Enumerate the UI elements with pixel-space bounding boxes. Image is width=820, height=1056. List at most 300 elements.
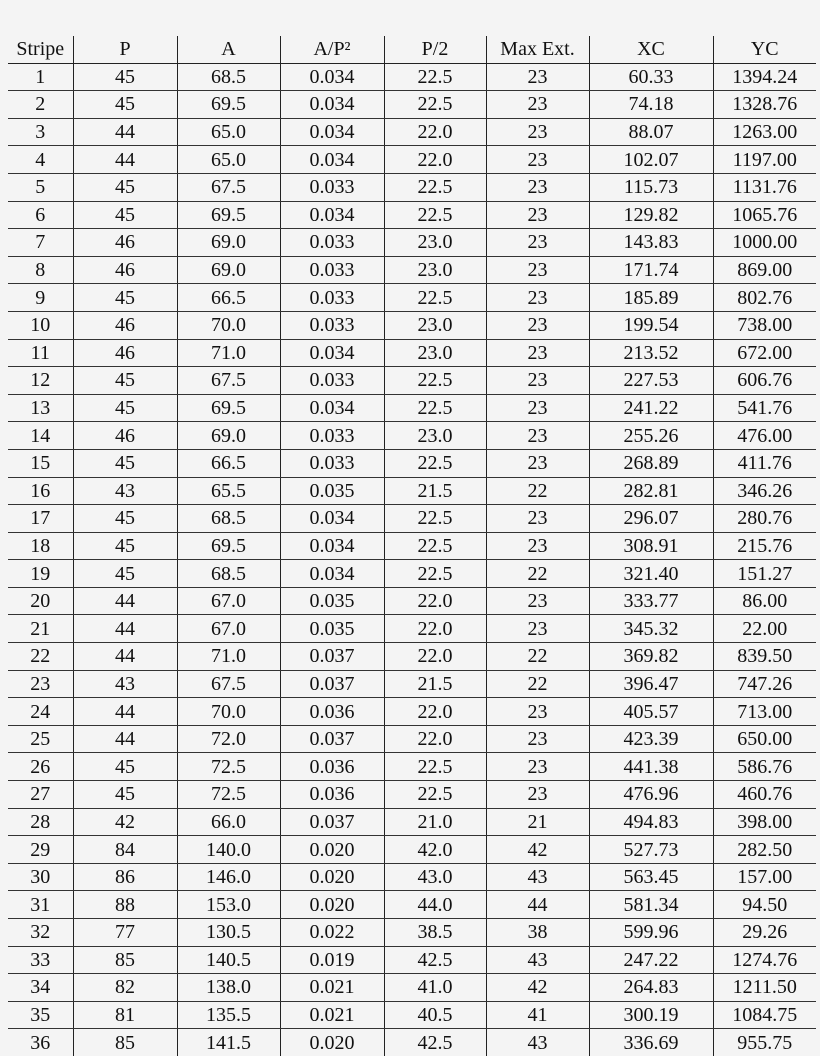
table-row	[8, 560, 816, 588]
a-cell: 130.5	[177, 919, 280, 947]
stripe-cell: 28	[8, 808, 73, 836]
max-ext-cell: 23	[486, 422, 589, 450]
a-over-p-squared-cell: 0.020	[280, 1029, 384, 1056]
yc-cell: 1197.00	[713, 146, 816, 174]
yc-cell: 839.50	[713, 643, 816, 671]
a-cell: 135.5	[177, 1001, 280, 1029]
stripe-cell: 17	[8, 505, 73, 533]
yc-cell: 215.76	[713, 532, 816, 560]
a-cell: 69.5	[177, 532, 280, 560]
a-cell: 66.5	[177, 284, 280, 312]
stripe-cell: 25	[8, 725, 73, 753]
yc-cell: 541.76	[713, 394, 816, 422]
stripe-cell: 20	[8, 587, 73, 615]
stripe-cell: 12	[8, 367, 73, 395]
table-row	[8, 532, 816, 560]
table-row	[8, 753, 816, 781]
table-row	[8, 587, 816, 615]
table-header	[8, 36, 816, 63]
a-over-p-squared-cell: 0.033	[280, 256, 384, 284]
stripe-cell: 5	[8, 173, 73, 201]
stripe-cell: 24	[8, 698, 73, 726]
a-over-p-squared-cell: 0.020	[280, 836, 384, 864]
max-ext-cell: 23	[486, 229, 589, 257]
table-row	[8, 836, 816, 864]
p-cell: 45	[73, 781, 177, 809]
yc-cell: 282.50	[713, 836, 816, 864]
a-cell: 65.5	[177, 477, 280, 505]
p-half-cell: 21.5	[384, 670, 486, 698]
column-header-p-half: P/2	[384, 36, 486, 63]
p-cell: 84	[73, 836, 177, 864]
xc-cell: 581.34	[589, 891, 713, 919]
p-half-cell: 22.0	[384, 643, 486, 671]
a-over-p-squared-cell: 0.034	[280, 146, 384, 174]
a-over-p-squared-cell: 0.034	[280, 505, 384, 533]
xc-cell: 129.82	[589, 201, 713, 229]
max-ext-cell: 23	[486, 449, 589, 477]
xc-cell: 333.77	[589, 587, 713, 615]
stripe-cell: 34	[8, 974, 73, 1002]
max-ext-cell: 22	[486, 477, 589, 505]
yc-cell: 1065.76	[713, 201, 816, 229]
table-row	[8, 615, 816, 643]
yc-cell: 869.00	[713, 256, 816, 284]
p-half-cell: 21.5	[384, 477, 486, 505]
p-cell: 45	[73, 394, 177, 422]
a-over-p-squared-cell: 0.034	[280, 63, 384, 91]
table-row	[8, 781, 816, 809]
yc-cell: 713.00	[713, 698, 816, 726]
p-half-cell: 43.0	[384, 863, 486, 891]
max-ext-cell: 23	[486, 587, 589, 615]
yc-cell: 398.00	[713, 808, 816, 836]
table-row	[8, 449, 816, 477]
a-over-p-squared-cell: 0.033	[280, 449, 384, 477]
yc-cell: 1211.50	[713, 974, 816, 1002]
p-half-cell: 22.0	[384, 118, 486, 146]
table-row	[8, 698, 816, 726]
yc-cell: 606.76	[713, 367, 816, 395]
max-ext-cell: 44	[486, 891, 589, 919]
stripe-cell: 21	[8, 615, 73, 643]
stripe-cell: 10	[8, 311, 73, 339]
a-over-p-squared-cell: 0.020	[280, 863, 384, 891]
xc-cell: 115.73	[589, 173, 713, 201]
a-cell: 146.0	[177, 863, 280, 891]
max-ext-cell: 23	[486, 256, 589, 284]
table-row	[8, 891, 816, 919]
stripe-cell: 3	[8, 118, 73, 146]
a-cell: 69.0	[177, 422, 280, 450]
max-ext-cell: 23	[486, 781, 589, 809]
column-header-p: P	[73, 36, 177, 63]
max-ext-cell: 23	[486, 698, 589, 726]
max-ext-cell: 23	[486, 118, 589, 146]
column-header-yc: YC	[713, 36, 816, 63]
p-half-cell: 22.5	[384, 91, 486, 119]
table-row	[8, 146, 816, 174]
p-half-cell: 22.0	[384, 725, 486, 753]
xc-cell: 88.07	[589, 118, 713, 146]
max-ext-cell: 23	[486, 63, 589, 91]
a-cell: 70.0	[177, 311, 280, 339]
p-cell: 45	[73, 284, 177, 312]
yc-cell: 86.00	[713, 587, 816, 615]
xc-cell: 396.47	[589, 670, 713, 698]
p-half-cell: 41.0	[384, 974, 486, 1002]
max-ext-cell: 23	[486, 532, 589, 560]
a-cell: 69.5	[177, 394, 280, 422]
stripe-cell: 33	[8, 946, 73, 974]
p-cell: 46	[73, 422, 177, 450]
p-half-cell: 22.5	[384, 201, 486, 229]
a-over-p-squared-cell: 0.037	[280, 725, 384, 753]
table-row	[8, 919, 816, 947]
max-ext-cell: 41	[486, 1001, 589, 1029]
a-over-p-squared-cell: 0.036	[280, 753, 384, 781]
stripe-cell: 18	[8, 532, 73, 560]
p-cell: 45	[73, 532, 177, 560]
p-cell: 46	[73, 256, 177, 284]
p-cell: 45	[73, 91, 177, 119]
xc-cell: 527.73	[589, 836, 713, 864]
max-ext-cell: 43	[486, 946, 589, 974]
a-over-p-squared-cell: 0.037	[280, 670, 384, 698]
table-body	[8, 63, 816, 1056]
xc-cell: 241.22	[589, 394, 713, 422]
max-ext-cell: 43	[486, 863, 589, 891]
yc-cell: 29.26	[713, 919, 816, 947]
max-ext-cell: 38	[486, 919, 589, 947]
p-half-cell: 22.0	[384, 146, 486, 174]
xc-cell: 423.39	[589, 725, 713, 753]
p-cell: 45	[73, 201, 177, 229]
xc-cell: 255.26	[589, 422, 713, 450]
a-cell: 72.5	[177, 781, 280, 809]
a-cell: 65.0	[177, 146, 280, 174]
p-cell: 81	[73, 1001, 177, 1029]
p-half-cell: 40.5	[384, 1001, 486, 1029]
a-over-p-squared-cell: 0.033	[280, 173, 384, 201]
a-cell: 69.0	[177, 256, 280, 284]
table-row	[8, 505, 816, 533]
a-cell: 65.0	[177, 118, 280, 146]
xc-cell: 60.33	[589, 63, 713, 91]
xc-cell: 563.45	[589, 863, 713, 891]
yc-cell: 650.00	[713, 725, 816, 753]
a-over-p-squared-cell: 0.037	[280, 643, 384, 671]
p-half-cell: 22.5	[384, 367, 486, 395]
a-over-p-squared-cell: 0.033	[280, 367, 384, 395]
yc-cell: 346.26	[713, 477, 816, 505]
a-over-p-squared-cell: 0.022	[280, 919, 384, 947]
xc-cell: 213.52	[589, 339, 713, 367]
a-over-p-squared-cell: 0.035	[280, 615, 384, 643]
xc-cell: 74.18	[589, 91, 713, 119]
a-cell: 140.5	[177, 946, 280, 974]
xc-cell: 199.54	[589, 311, 713, 339]
p-half-cell: 22.0	[384, 615, 486, 643]
stripe-cell: 27	[8, 781, 73, 809]
p-cell: 86	[73, 863, 177, 891]
yc-cell: 151.27	[713, 560, 816, 588]
table-row	[8, 91, 816, 119]
table-row	[8, 284, 816, 312]
p-cell: 45	[73, 560, 177, 588]
p-half-cell: 38.5	[384, 919, 486, 947]
xc-cell: 247.22	[589, 946, 713, 974]
xc-cell: 599.96	[589, 919, 713, 947]
p-cell: 82	[73, 974, 177, 1002]
xc-cell: 282.81	[589, 477, 713, 505]
p-half-cell: 22.5	[384, 449, 486, 477]
yc-cell: 586.76	[713, 753, 816, 781]
a-over-p-squared-cell: 0.020	[280, 891, 384, 919]
column-header-a: A	[177, 36, 280, 63]
max-ext-cell: 23	[486, 615, 589, 643]
max-ext-cell: 23	[486, 201, 589, 229]
yc-cell: 22.00	[713, 615, 816, 643]
a-cell: 140.0	[177, 836, 280, 864]
p-cell: 77	[73, 919, 177, 947]
stripe-cell: 26	[8, 753, 73, 781]
xc-cell: 264.83	[589, 974, 713, 1002]
stripe-cell: 11	[8, 339, 73, 367]
table-row	[8, 422, 816, 450]
p-cell: 44	[73, 615, 177, 643]
max-ext-cell: 23	[486, 284, 589, 312]
yc-cell: 955.75	[713, 1029, 816, 1056]
max-ext-cell: 42	[486, 974, 589, 1002]
stripe-cell: 14	[8, 422, 73, 450]
yc-cell: 411.76	[713, 449, 816, 477]
table-row	[8, 670, 816, 698]
a-cell: 68.5	[177, 560, 280, 588]
max-ext-cell: 23	[486, 725, 589, 753]
a-cell: 68.5	[177, 505, 280, 533]
stripe-cell: 9	[8, 284, 73, 312]
a-cell: 141.5	[177, 1029, 280, 1056]
a-cell: 67.5	[177, 367, 280, 395]
p-half-cell: 22.5	[384, 560, 486, 588]
a-cell: 68.5	[177, 63, 280, 91]
p-half-cell: 22.5	[384, 63, 486, 91]
p-half-cell: 44.0	[384, 891, 486, 919]
stripe-cell: 16	[8, 477, 73, 505]
table-row	[8, 367, 816, 395]
table-row	[8, 946, 816, 974]
p-cell: 44	[73, 118, 177, 146]
a-over-p-squared-cell: 0.019	[280, 946, 384, 974]
p-cell: 42	[73, 808, 177, 836]
a-over-p-squared-cell: 0.033	[280, 284, 384, 312]
p-cell: 85	[73, 946, 177, 974]
yc-cell: 1394.24	[713, 63, 816, 91]
stripe-cell: 35	[8, 1001, 73, 1029]
a-cell: 67.0	[177, 587, 280, 615]
yc-cell: 738.00	[713, 311, 816, 339]
max-ext-cell: 23	[486, 173, 589, 201]
xc-cell: 308.91	[589, 532, 713, 560]
p-cell: 85	[73, 1029, 177, 1056]
table-row	[8, 477, 816, 505]
table-row	[8, 311, 816, 339]
table-row	[8, 643, 816, 671]
a-over-p-squared-cell: 0.033	[280, 311, 384, 339]
stripe-cell: 1	[8, 63, 73, 91]
table-row	[8, 1001, 816, 1029]
header-row	[8, 36, 816, 63]
yc-cell: 460.76	[713, 781, 816, 809]
max-ext-cell: 42	[486, 836, 589, 864]
p-half-cell: 21.0	[384, 808, 486, 836]
max-ext-cell: 23	[486, 753, 589, 781]
table-row	[8, 863, 816, 891]
xc-cell: 441.38	[589, 753, 713, 781]
table-row	[8, 256, 816, 284]
stripe-cell: 32	[8, 919, 73, 947]
max-ext-cell: 23	[486, 367, 589, 395]
a-over-p-squared-cell: 0.034	[280, 201, 384, 229]
yc-cell: 280.76	[713, 505, 816, 533]
max-ext-cell: 23	[486, 505, 589, 533]
table-row	[8, 974, 816, 1002]
yc-cell: 802.76	[713, 284, 816, 312]
a-over-p-squared-cell: 0.034	[280, 532, 384, 560]
p-cell: 46	[73, 311, 177, 339]
p-cell: 45	[73, 173, 177, 201]
a-over-p-squared-cell: 0.034	[280, 118, 384, 146]
stripe-cell: 15	[8, 449, 73, 477]
a-over-p-squared-cell: 0.036	[280, 698, 384, 726]
max-ext-cell: 22	[486, 643, 589, 671]
xc-cell: 296.07	[589, 505, 713, 533]
xc-cell: 345.32	[589, 615, 713, 643]
yc-cell: 157.00	[713, 863, 816, 891]
a-cell: 138.0	[177, 974, 280, 1002]
p-cell: 44	[73, 587, 177, 615]
p-half-cell: 22.0	[384, 587, 486, 615]
p-cell: 45	[73, 367, 177, 395]
stripe-cell: 2	[8, 91, 73, 119]
a-over-p-squared-cell: 0.034	[280, 560, 384, 588]
p-cell: 46	[73, 339, 177, 367]
column-header-a-over-p-squared: A/P²	[280, 36, 384, 63]
p-cell: 43	[73, 477, 177, 505]
stripe-cell: 4	[8, 146, 73, 174]
p-half-cell: 22.5	[384, 284, 486, 312]
table-row	[8, 173, 816, 201]
a-over-p-squared-cell: 0.034	[280, 339, 384, 367]
p-half-cell: 23.0	[384, 256, 486, 284]
p-half-cell: 42.5	[384, 946, 486, 974]
max-ext-cell: 22	[486, 560, 589, 588]
p-half-cell: 23.0	[384, 422, 486, 450]
p-half-cell: 22.5	[384, 505, 486, 533]
yc-cell: 1274.76	[713, 946, 816, 974]
p-cell: 44	[73, 698, 177, 726]
stripe-cell: 22	[8, 643, 73, 671]
max-ext-cell: 23	[486, 91, 589, 119]
p-half-cell: 22.5	[384, 781, 486, 809]
xc-cell: 300.19	[589, 1001, 713, 1029]
stripe-cell: 29	[8, 836, 73, 864]
xc-cell: 143.83	[589, 229, 713, 257]
p-cell: 45	[73, 449, 177, 477]
a-cell: 153.0	[177, 891, 280, 919]
yc-cell: 1000.00	[713, 229, 816, 257]
stripe-cell: 31	[8, 891, 73, 919]
a-over-p-squared-cell: 0.035	[280, 587, 384, 615]
p-half-cell: 22.5	[384, 753, 486, 781]
p-cell: 44	[73, 725, 177, 753]
p-half-cell: 22.0	[384, 698, 486, 726]
a-cell: 70.0	[177, 698, 280, 726]
xc-cell: 102.07	[589, 146, 713, 174]
a-cell: 67.5	[177, 173, 280, 201]
p-cell: 45	[73, 753, 177, 781]
stripe-cell: 30	[8, 863, 73, 891]
stripe-data-table	[8, 36, 816, 1056]
table-row	[8, 63, 816, 91]
xc-cell: 336.69	[589, 1029, 713, 1056]
table-row	[8, 394, 816, 422]
a-over-p-squared-cell: 0.021	[280, 974, 384, 1002]
p-cell: 88	[73, 891, 177, 919]
yc-cell: 94.50	[713, 891, 816, 919]
yc-cell: 1328.76	[713, 91, 816, 119]
p-half-cell: 23.0	[384, 339, 486, 367]
a-cell: 67.5	[177, 670, 280, 698]
p-cell: 44	[73, 643, 177, 671]
table-row	[8, 339, 816, 367]
p-cell: 46	[73, 229, 177, 257]
p-half-cell: 23.0	[384, 311, 486, 339]
a-over-p-squared-cell: 0.033	[280, 422, 384, 450]
a-over-p-squared-cell: 0.021	[280, 1001, 384, 1029]
xc-cell: 185.89	[589, 284, 713, 312]
stripe-cell: 13	[8, 394, 73, 422]
stripe-cell: 19	[8, 560, 73, 588]
column-header-stripe: Stripe	[8, 36, 73, 63]
column-header-xc: XC	[589, 36, 713, 63]
a-cell: 71.0	[177, 339, 280, 367]
table-row	[8, 118, 816, 146]
xc-cell: 476.96	[589, 781, 713, 809]
column-header-max-ext: Max Ext.	[486, 36, 589, 63]
table-row	[8, 725, 816, 753]
a-cell: 69.5	[177, 201, 280, 229]
max-ext-cell: 23	[486, 146, 589, 174]
p-half-cell: 22.5	[384, 532, 486, 560]
a-cell: 69.0	[177, 229, 280, 257]
xc-cell: 494.83	[589, 808, 713, 836]
p-half-cell: 22.5	[384, 394, 486, 422]
p-cell: 43	[73, 670, 177, 698]
a-cell: 72.5	[177, 753, 280, 781]
max-ext-cell: 21	[486, 808, 589, 836]
xc-cell: 171.74	[589, 256, 713, 284]
max-ext-cell: 43	[486, 1029, 589, 1056]
p-cell: 44	[73, 146, 177, 174]
stripe-cell: 36	[30, 1031, 51, 1054]
stripe-cell: 7	[8, 229, 73, 257]
yc-cell: 1084.75	[713, 1001, 816, 1029]
stripe-cell: 8	[8, 256, 73, 284]
a-cell: 66.5	[177, 449, 280, 477]
yc-cell: 672.00	[713, 339, 816, 367]
